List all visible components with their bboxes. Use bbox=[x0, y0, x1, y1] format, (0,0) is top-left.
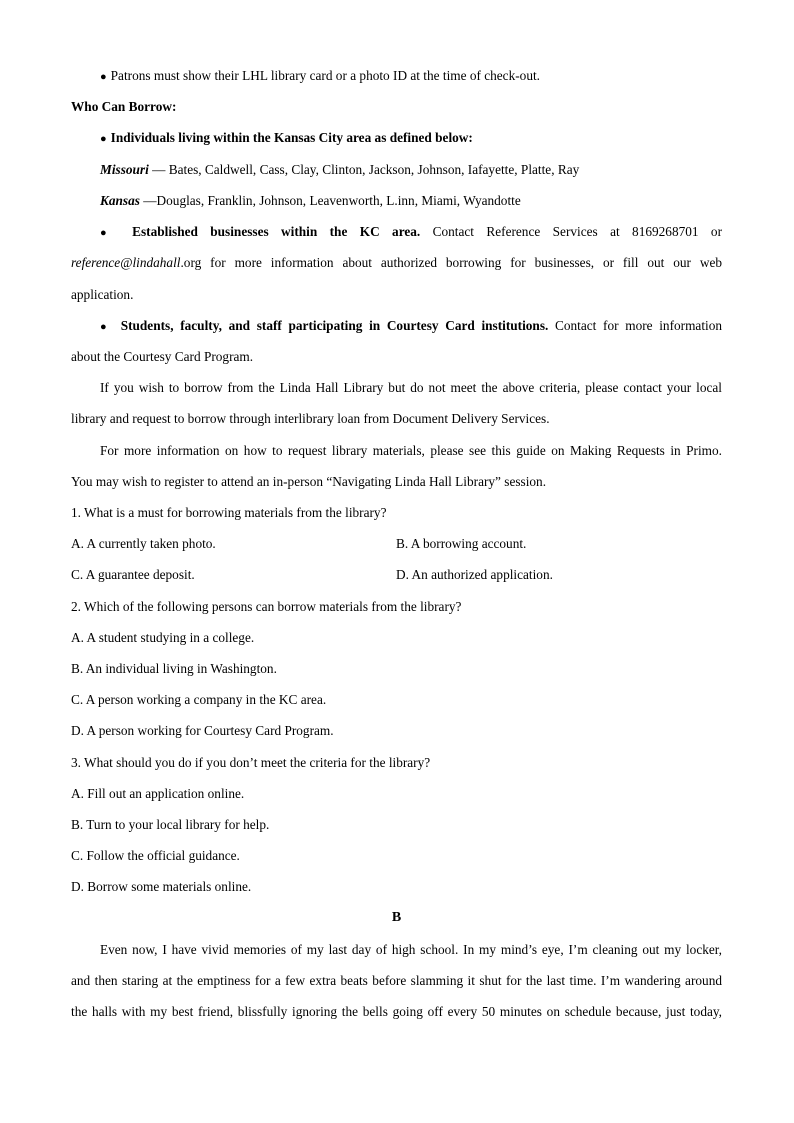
q2-option-a: A. A student studying in a college. bbox=[71, 630, 255, 645]
passage-b-line2: and then staring at the emptiness for a few extra beats before slamming it shut for the last time. I’m wandering around bbox=[71, 973, 722, 988]
q1-question: 1. What is a must for borrowing materials from the library? bbox=[71, 505, 387, 520]
q3-option-a: A. Fill out an application online. bbox=[71, 786, 245, 801]
bullet-businesses-line2: reference@lindahall.org for more information about authorized borrowing for businesses, or fill out our web bbox=[71, 255, 722, 270]
bullet-students-line1: ● Students, faculty, and staff participating in Courtesy Card institutions. Contact for more information bbox=[100, 318, 723, 333]
para2-line2: You may wish to register to attend an in-person “Navigating Linda Hall Library” session. bbox=[71, 474, 547, 489]
email-link[interactable]: reference@lindahall bbox=[71, 255, 181, 270]
q2-option-d: D. A person working for Courtesy Card Program. bbox=[71, 723, 334, 738]
q1-option-a: A. A currently taken photo. bbox=[71, 536, 216, 551]
q1-option-c: C. A guarantee deposit. bbox=[71, 567, 195, 582]
bullet-students-line2: about the Courtesy Card Program. bbox=[71, 349, 254, 364]
bullet-icon: ● bbox=[100, 227, 116, 239]
q3-option-b: B. Turn to your local library for help. bbox=[71, 817, 270, 832]
section-b-heading: B bbox=[391, 910, 402, 925]
bullet-businesses-line1: ● Established businesses within the KC area. Contact Reference Services at 8169268701 or bbox=[100, 224, 722, 239]
q3-question: 3. What should you do if you don’t meet the criteria for the library? bbox=[71, 755, 431, 770]
q2-option-b: B. An individual living in Washington. bbox=[71, 661, 277, 676]
q2-question: 2. Which of the following persons can borrow materials from the library? bbox=[71, 599, 462, 614]
intro-bullet-line: ● Patrons must show their LHL library card or a photo ID at the time of check-out. bbox=[100, 68, 540, 83]
bullet-businesses-line3: application. bbox=[71, 287, 134, 302]
bullet-icon: ● bbox=[100, 321, 110, 333]
missouri-line: Missouri — Bates, Caldwell, Cass, Clay, Clinton, Jackson, Johnson, Iafayette, Platte, Ray bbox=[100, 162, 580, 177]
para2-line1: For more information on how to request library materials, please see this guide on Making Requests in Primo. bbox=[100, 443, 722, 458]
kansas-line: Kansas —Douglas, Franklin, Johnson, Leavenworth, L.inn, Miami, Wyandotte bbox=[100, 193, 521, 208]
passage-b-line3: the halls with my best friend, blissfully ignoring the bells going off every 50 minutes on schedule because, just today, bbox=[71, 1004, 722, 1019]
who-can-borrow-heading: Who Can Borrow: bbox=[71, 99, 177, 114]
q3-option-d: D. Borrow some materials online. bbox=[71, 879, 252, 894]
q2-option-c: C. A person working a company in the KC area. bbox=[71, 692, 327, 707]
para1-line2: library and request to borrow through interlibrary loan from Document Delivery Services. bbox=[71, 411, 550, 426]
q1-option-b: B. A borrowing account. bbox=[396, 536, 527, 551]
passage-b-line1: Even now, I have vivid memories of my last day of high school. In my mind’s eye, I’m cleaning out my locker, bbox=[100, 942, 722, 957]
bullet-individuals: ● Individuals living within the Kansas City area as defined below: bbox=[100, 130, 473, 145]
q3-option-c: C. Follow the official guidance. bbox=[71, 848, 240, 863]
q1-option-d: D. An authorized application. bbox=[396, 567, 553, 582]
bullet-icon: ● bbox=[100, 133, 107, 145]
para1-line1: If you wish to borrow from the Linda Hall Library but do not meet the above criteria, please contact your local bbox=[100, 380, 722, 395]
bullet-icon: ● bbox=[100, 71, 107, 83]
